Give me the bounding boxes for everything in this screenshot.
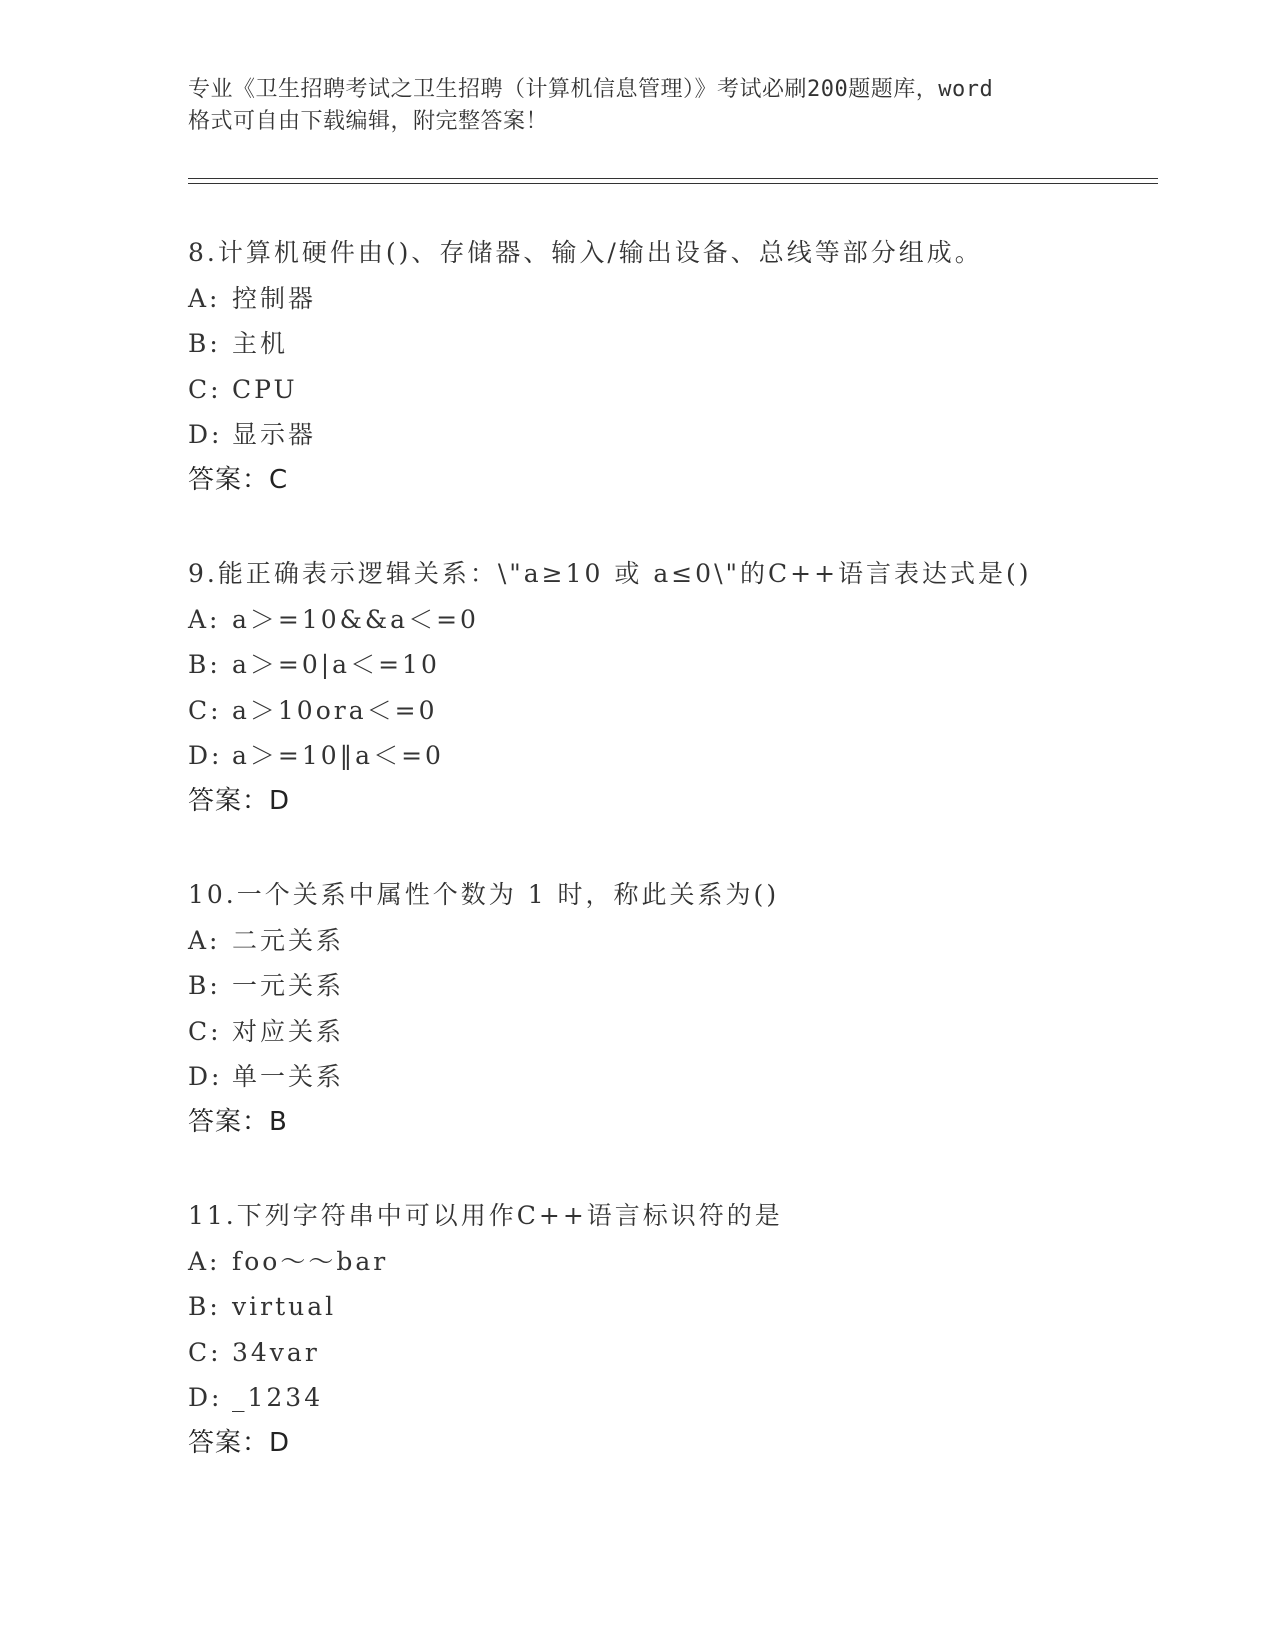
option-a (188, 918, 1168, 964)
option-text: 对应关系 (232, 1016, 345, 1046)
option-text: 34var (232, 1337, 320, 1367)
option-text: a＞=0|a＜=10 (232, 650, 440, 680)
option-text: 二元关系 (232, 925, 345, 955)
option-letter: B: (188, 329, 221, 359)
option-text: 显示器 (232, 420, 317, 450)
question-block (188, 551, 1168, 825)
question-block (188, 1193, 1168, 1467)
option-letter: D: (188, 1062, 223, 1092)
option-text: _1234 (232, 1383, 324, 1413)
question-block (188, 230, 1168, 504)
option-c (188, 367, 1168, 413)
header-divider-bottom (188, 183, 1158, 184)
option-text: a＞=10&&a＜=0 (232, 604, 479, 634)
header-line-2: 格式可自由下载编辑，附完整答案！ (188, 109, 549, 134)
option-letter: A: (188, 604, 221, 634)
option-a (188, 597, 1168, 643)
option-d (188, 1375, 1168, 1421)
answer-line: 答案：B (188, 1106, 288, 1137)
option-a (188, 276, 1168, 322)
option-letter: A: (188, 1246, 221, 1276)
option-text: 一元关系 (232, 971, 345, 1001)
option-c (188, 1009, 1168, 1055)
option-d (188, 733, 1168, 779)
answer-line: 答案：C (188, 464, 289, 495)
option-letter: C: (188, 1337, 222, 1367)
option-a (188, 1239, 1168, 1285)
option-letter: C: (188, 1016, 222, 1046)
document-header (188, 74, 1088, 138)
question-block (188, 872, 1168, 1146)
option-letter: D: (188, 741, 223, 771)
option-text: virtual (232, 1292, 337, 1322)
option-text: 单一关系 (232, 1062, 345, 1092)
question-stem: 11.下列字符串中可以用作C++语言标识符的是 (188, 1201, 783, 1230)
option-text: foo～～bar (232, 1246, 389, 1276)
header-divider-top (188, 178, 1158, 179)
option-text: CPU (232, 374, 298, 404)
option-d (188, 412, 1168, 458)
option-letter: C: (188, 374, 222, 404)
option-letter: B: (188, 971, 221, 1001)
answer-line: 答案：D (188, 785, 291, 816)
question-stem: 8.计算机硬件由()、存储器、输入/输出设备、总线等部分组成。 (188, 238, 983, 267)
question-stem: 10.一个关系中属性个数为 1 时，称此关系为() (188, 880, 780, 909)
option-b (188, 642, 1168, 688)
option-text: 控制器 (232, 283, 317, 313)
option-text: a＞10ora＜=0 (232, 695, 438, 725)
option-c (188, 688, 1168, 734)
answer-line: 答案：D (188, 1427, 291, 1458)
option-letter: A: (188, 925, 221, 955)
option-c (188, 1330, 1168, 1376)
option-text: a＞=10‖a＜=0 (232, 741, 444, 771)
header-line-1: 专业《卫生招聘考试之卫生招聘（计算机信息管理）》考试必刷200题题库，word (188, 77, 994, 102)
option-d (188, 1054, 1168, 1100)
option-letter: A: (188, 283, 221, 313)
option-letter: B: (188, 650, 221, 680)
option-letter: B: (188, 1292, 221, 1322)
question-stem: 9.能正确表示逻辑关系：\"a≥10 或 a≤0\"的C++语言表达式是() (188, 559, 1032, 588)
option-b (188, 321, 1168, 367)
option-letter: C: (188, 695, 222, 725)
option-text: 主机 (232, 329, 289, 359)
option-letter: D: (188, 1383, 223, 1413)
option-b (188, 963, 1168, 1009)
option-letter: D: (188, 420, 223, 450)
option-b (188, 1284, 1168, 1330)
